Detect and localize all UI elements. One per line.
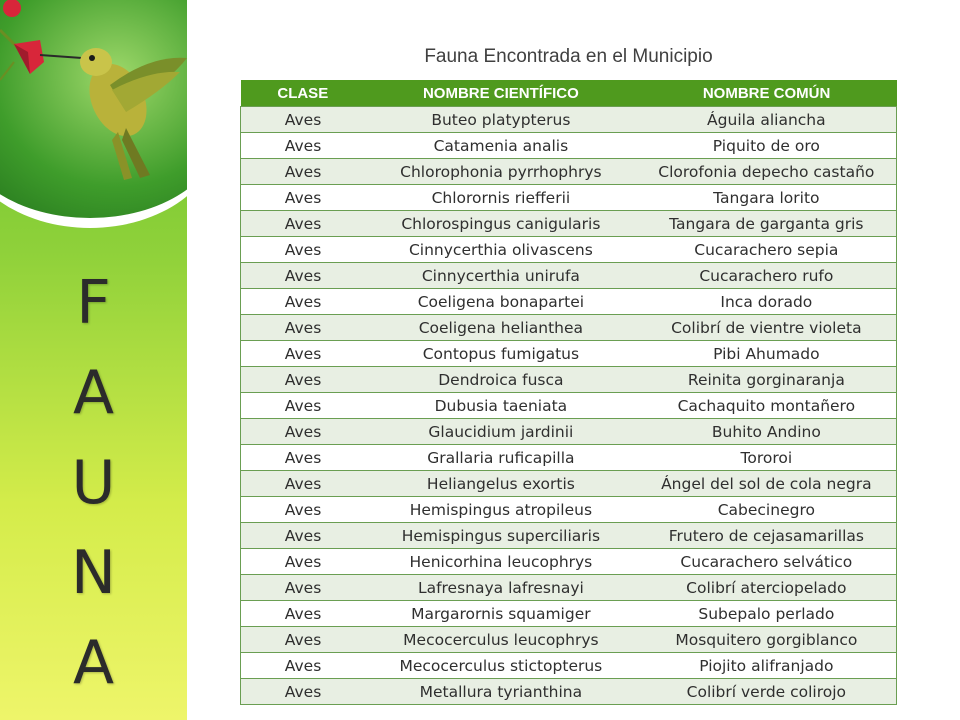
cell-nombre-comun: Colibrí de vientre violeta bbox=[637, 315, 897, 341]
cell-nombre-cientifico: Cinnycerthia olivascens bbox=[365, 237, 637, 263]
fauna-letter: F bbox=[76, 268, 111, 338]
cell-clase: Aves bbox=[241, 601, 366, 627]
cell-nombre-comun: Mosquitero gorgiblanco bbox=[637, 627, 897, 653]
cell-clase: Aves bbox=[241, 237, 366, 263]
table-row bbox=[241, 315, 897, 341]
table-row bbox=[241, 263, 897, 289]
cell-nombre-cientifico: Heliangelus exortis bbox=[365, 471, 637, 497]
cell-nombre-comun: Pibi Ahumado bbox=[637, 341, 897, 367]
fauna-table bbox=[240, 80, 897, 705]
cell-clase: Aves bbox=[241, 575, 366, 601]
cell-nombre-cientifico: Catamenia analis bbox=[365, 133, 637, 159]
cell-nombre-comun: Cucarachero rufo bbox=[637, 263, 897, 289]
sidebar bbox=[0, 0, 187, 720]
table-row bbox=[241, 367, 897, 393]
cell-clase: Aves bbox=[241, 367, 366, 393]
cell-nombre-comun: Colibrí verde colirojo bbox=[637, 679, 897, 705]
cell-nombre-cientifico: Chlorospingus canigularis bbox=[365, 211, 637, 237]
table-row bbox=[241, 601, 897, 627]
cell-nombre-cientifico: Metallura tyrianthina bbox=[365, 679, 637, 705]
cell-nombre-cientifico: Mecocerculus stictopterus bbox=[365, 653, 637, 679]
cell-clase: Aves bbox=[241, 419, 366, 445]
cell-nombre-cientifico: Mecocerculus leucophrys bbox=[365, 627, 637, 653]
cell-nombre-cientifico: Chlorophonia pyrrhophrys bbox=[365, 159, 637, 185]
table-row bbox=[241, 627, 897, 653]
cell-nombre-comun: Tororoi bbox=[637, 445, 897, 471]
table-row bbox=[241, 341, 897, 367]
cell-nombre-cientifico: Hemispingus superciliaris bbox=[365, 523, 637, 549]
cell-nombre-cientifico: Contopus fumigatus bbox=[365, 341, 637, 367]
fauna-vertical-word bbox=[0, 258, 187, 708]
cell-nombre-cientifico: Margarornis squamiger bbox=[365, 601, 637, 627]
cell-nombre-comun: Águila aliancha bbox=[637, 107, 897, 133]
table-row bbox=[241, 679, 897, 705]
cell-nombre-cientifico: Hemispingus atropileus bbox=[365, 497, 637, 523]
hummingbird-illustration bbox=[0, 0, 187, 200]
column-header-nombre-comun: NOMBRE COMÚN bbox=[637, 80, 897, 107]
cell-clase: Aves bbox=[241, 341, 366, 367]
table-header-row bbox=[241, 80, 897, 107]
cell-clase: Aves bbox=[241, 315, 366, 341]
cell-nombre-cientifico: Grallaria ruficapilla bbox=[365, 445, 637, 471]
cell-nombre-comun: Clorofonia depecho castaño bbox=[637, 159, 897, 185]
column-header-clase: CLASE bbox=[241, 80, 366, 107]
cell-nombre-comun: Tangara lorito bbox=[637, 185, 897, 211]
table-row bbox=[241, 133, 897, 159]
cell-nombre-cientifico: Henicorhina leucophrys bbox=[365, 549, 637, 575]
cell-clase: Aves bbox=[241, 679, 366, 705]
table-row bbox=[241, 107, 897, 133]
column-header-nombre-cientifico: NOMBRE CIENTÍFICO bbox=[365, 80, 637, 107]
fauna-letter: N bbox=[71, 538, 116, 608]
cell-clase: Aves bbox=[241, 471, 366, 497]
fauna-letter: U bbox=[71, 448, 116, 518]
table-row bbox=[241, 237, 897, 263]
table-row bbox=[241, 497, 897, 523]
cell-nombre-comun: Subepalo perlado bbox=[637, 601, 897, 627]
cell-nombre-comun: Ángel del sol de cola negra bbox=[637, 471, 897, 497]
cell-nombre-comun: Cabecinegro bbox=[637, 497, 897, 523]
cell-nombre-comun: Buhito Andino bbox=[637, 419, 897, 445]
page-title: Fauna Encontrada en el Municipio bbox=[424, 46, 713, 67]
cell-clase: Aves bbox=[241, 159, 366, 185]
cell-clase: Aves bbox=[241, 133, 366, 159]
cell-nombre-cientifico: Dubusia taeniata bbox=[365, 393, 637, 419]
cell-nombre-comun: Inca dorado bbox=[637, 289, 897, 315]
cell-nombre-comun: Cucarachero selvático bbox=[637, 549, 897, 575]
cell-clase: Aves bbox=[241, 107, 366, 133]
cell-nombre-cientifico: Glaucidium jardinii bbox=[365, 419, 637, 445]
hummingbird-photo bbox=[0, 0, 187, 228]
cell-clase: Aves bbox=[241, 653, 366, 679]
cell-nombre-comun: Reinita gorginaranja bbox=[637, 367, 897, 393]
cell-nombre-cientifico: Coeligena helianthea bbox=[365, 315, 637, 341]
cell-nombre-cientifico: Cinnycerthia unirufa bbox=[365, 263, 637, 289]
table-row bbox=[241, 653, 897, 679]
cell-clase: Aves bbox=[241, 445, 366, 471]
table-row bbox=[241, 289, 897, 315]
table-row bbox=[241, 471, 897, 497]
table-row bbox=[241, 523, 897, 549]
cell-clase: Aves bbox=[241, 627, 366, 653]
cell-clase: Aves bbox=[241, 185, 366, 211]
cell-clase: Aves bbox=[241, 393, 366, 419]
fauna-letter: A bbox=[72, 358, 115, 428]
cell-clase: Aves bbox=[241, 497, 366, 523]
cell-clase: Aves bbox=[241, 211, 366, 237]
cell-clase: Aves bbox=[241, 263, 366, 289]
table-row bbox=[241, 393, 897, 419]
table-row bbox=[241, 159, 897, 185]
cell-clase: Aves bbox=[241, 549, 366, 575]
table-row bbox=[241, 211, 897, 237]
cell-nombre-comun: Piojito alifranjado bbox=[637, 653, 897, 679]
cell-nombre-cientifico: Coeligena bonapartei bbox=[365, 289, 637, 315]
table-row bbox=[241, 445, 897, 471]
cell-nombre-comun: Frutero de cejasamarillas bbox=[637, 523, 897, 549]
table-row bbox=[241, 419, 897, 445]
cell-nombre-comun: Tangara de garganta gris bbox=[637, 211, 897, 237]
table-row bbox=[241, 185, 897, 211]
cell-nombre-cientifico: Chlorornis riefferii bbox=[365, 185, 637, 211]
cell-nombre-comun: Cachaquito montañero bbox=[637, 393, 897, 419]
cell-clase: Aves bbox=[241, 289, 366, 315]
table-row bbox=[241, 549, 897, 575]
cell-clase: Aves bbox=[241, 523, 366, 549]
table-row bbox=[241, 575, 897, 601]
cell-nombre-comun: Colibrí aterciopelado bbox=[637, 575, 897, 601]
fauna-letter: A bbox=[72, 628, 115, 698]
cell-nombre-cientifico: Dendroica fusca bbox=[365, 367, 637, 393]
cell-nombre-cientifico: Buteo platypterus bbox=[365, 107, 637, 133]
cell-nombre-comun: Cucarachero sepia bbox=[637, 237, 897, 263]
cell-nombre-cientifico: Lafresnaya lafresnayi bbox=[365, 575, 637, 601]
cell-nombre-comun: Piquito de oro bbox=[637, 133, 897, 159]
